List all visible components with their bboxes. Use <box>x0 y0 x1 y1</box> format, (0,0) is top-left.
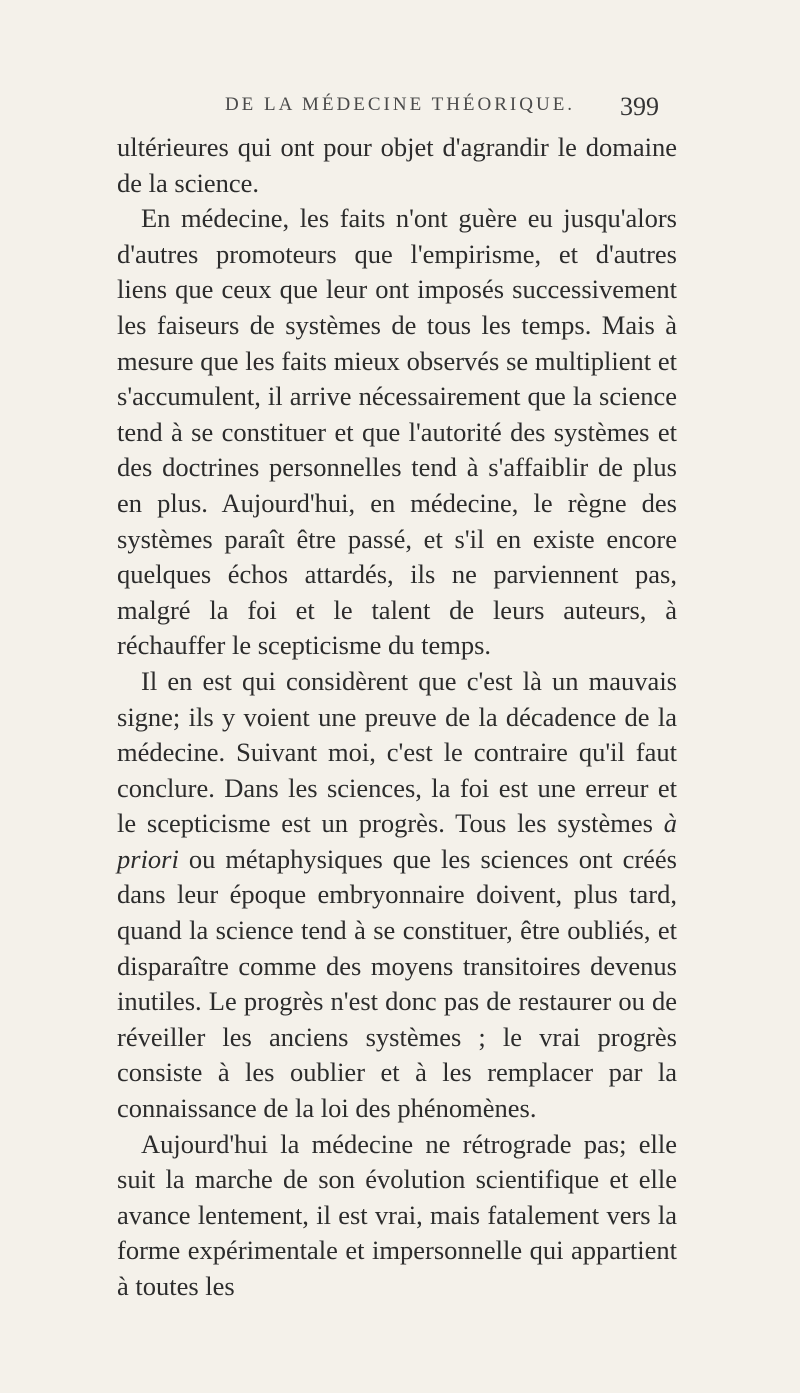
paragraph-scepticism-part1: Il en est qui considèrent que c'est là un mauvais signe; ils y voient une preuve de la décadence de la médecine. Suivant moi, c'est le contraire qu'il faut conclure. Dans les sciences, la foi est une erreur et le scepticisme est un progrès. Tous les systèmes <box>117 665 677 839</box>
italic-a-priori: à priori <box>117 808 677 874</box>
paragraph-scepticism-part2: ou métaphysiques que les sciences ont créés dans leur époque embryonnaire doivent, plus tard, quand la science tend à se constituer, être oubliés, et disparaître comme des moyens transitoires devenus inutiles. Le progrès n'est donc pas de restaurer ou de réveiller les anciens systèmes ; le vrai progrès consiste à les oublier et à les remplacer par la connaissance de la loi des phénomènes. <box>117 843 677 1124</box>
running-head: DE LA MÉDECINE THÉORIQUE. <box>224 94 576 115</box>
paragraph-medicine-systems: En médecine, les faits n'ont guère eu jusqu'alors d'autres promoteurs que l'empirisme, et d'autres liens que ceux que leur ont imposés successivement les faiseurs de systèmes de tous les temps. Mais à mesure que les faits mieux observés se multiplient et s'accumulent, il arrive nécessairement que la science tend à se constituer et que l'autorité des systèmes et des doctrines personnelles tend à s'affaiblir de plus en plus. Aujourd'hui, en médecine, le règne des systèmes paraît être passé, et s'il en existe encore quelques échos attardés, ils ne parviennent pas, malgré la foi et le talent de leurs auteurs, à réchauffer le scepticisme du temps. <box>117 203 677 661</box>
body-text <box>117 130 677 1305</box>
paragraph-continuation: ultérieures qui ont pour objet d'agrandir le domaine de la science. <box>117 132 677 198</box>
page-number: 399 <box>620 92 659 121</box>
page-header <box>0 92 800 122</box>
paragraph-evolution: Aujourd'hui la médecine ne rétrograde pas; elle suit la marche de son évolution scientifique et elle avance lentement, il est vrai, mais fatalement vers la forme expérimentale et impersonnelle qui appartient à toutes les <box>117 1128 677 1301</box>
paragraph-scepticism <box>117 664 677 1127</box>
